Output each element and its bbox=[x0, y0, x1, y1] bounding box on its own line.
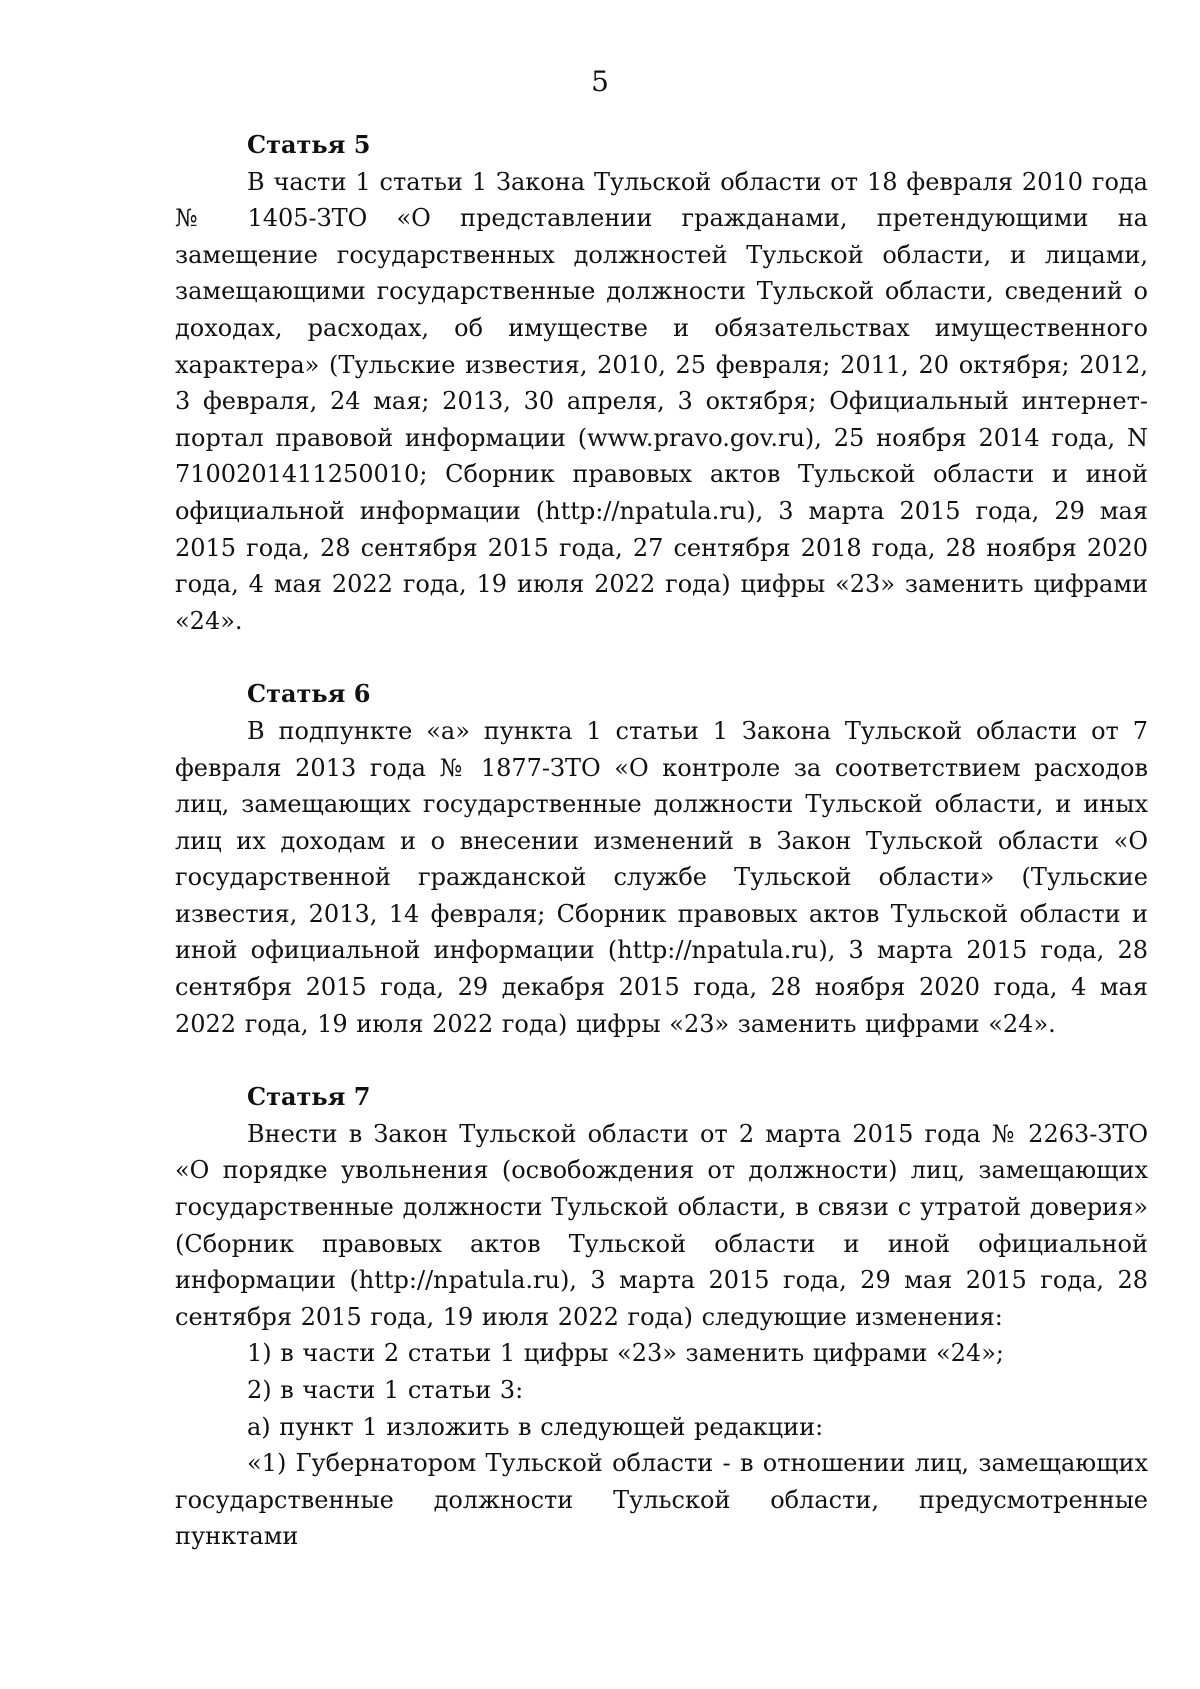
article-7 bbox=[175, 1079, 1148, 1555]
article-list-item: 1) в части 2 статьи 1 цифры «23» заменить цифрами «24»; bbox=[247, 1339, 1004, 1368]
article-paragraph: В подпункте «а» пункта 1 статьи 1 Закона Тульской области от 7 февраля 2013 года № 1877-ЗТО «О контроле за соответствием расходов лиц, замещающих государственные должности Тульской области, и иных лиц их доходам и о внесении изменений в Закон Тульской области «О государственной гражданской службе Тульской области» (Тульские известия, 2013, 14 февраля; Сборник правовых актов Тульской области и иной официальной информации (http://npatula.ru), 3 марта 2015 года, 28 сентября 2015 года, 29 декабря 2015 года, 28 ноября 2020 года, 4 мая 2022 года, 19 июля 2022 года) цифры «23» заменить цифрами «24». bbox=[175, 716, 1148, 1038]
article-paragraph: В части 1 статьи 1 Закона Тульской области от 18 февраля 2010 года № 1405-ЗТО «О представлении гражданами, претендующими на замещение государственных должностей Тульской области, и лицами, замещающими государственные должности Тульской области, сведений о доходах, расходах, об имуществе и обязательствах имущественного характера» (Тульские известия, 2010, 25 февраля; 2011, 20 октября; 2012, 3 февраля, 24 мая; 2013, 30 апреля, 3 октября; Официальный интернет-портал правовой информации (www.pravo.gov.ru), 25 ноября 2014 года, N 7100201411250010; Сборник правовых актов Тульской области и иной официальной информации (http://npatula.ru), 3 марта 2015 года, 29 мая 2015 года, 28 сентября 2015 года, 27 сентября 2018 года, 28 ноября 2020 года, 4 мая 2022 года, 19 июля 2022 года) цифры «23» заменить цифрами «24». bbox=[175, 167, 1148, 635]
article-paragraph: Внести в Закон Тульской области от 2 марта 2015 года № 2263-ЗТО «О порядке увольнения (освобождения от должности) лиц, замещающих государственные должности Тульской области, в связи с утратой доверия» (Сборник правовых актов Тульской области и иной официальной информации (http://npatula.ru), 3 марта 2015 года, 29 мая 2015 года, 28 сентября 2015 года, 19 июля 2022 года) следующие изменения: bbox=[175, 1119, 1148, 1331]
article-heading: Статья 7 bbox=[247, 1082, 371, 1112]
article-list-item: 2) в части 1 статьи 3: bbox=[247, 1376, 524, 1404]
page-number: 5 bbox=[591, 65, 609, 98]
article-heading: Статья 6 bbox=[247, 679, 371, 709]
article-6 bbox=[175, 676, 1148, 1042]
article-heading: Статья 5 bbox=[247, 130, 371, 159]
document-body bbox=[175, 127, 1148, 1555]
article-paragraph: «1) Губернатором Тульской области - в отношении лиц, замещающих государственные должности Тульской области, предусмотренные пунктами bbox=[175, 1449, 1148, 1551]
article-5 bbox=[175, 127, 1148, 639]
article-list-item: а) пункт 1 изложить в следующей редакции: bbox=[247, 1412, 824, 1441]
